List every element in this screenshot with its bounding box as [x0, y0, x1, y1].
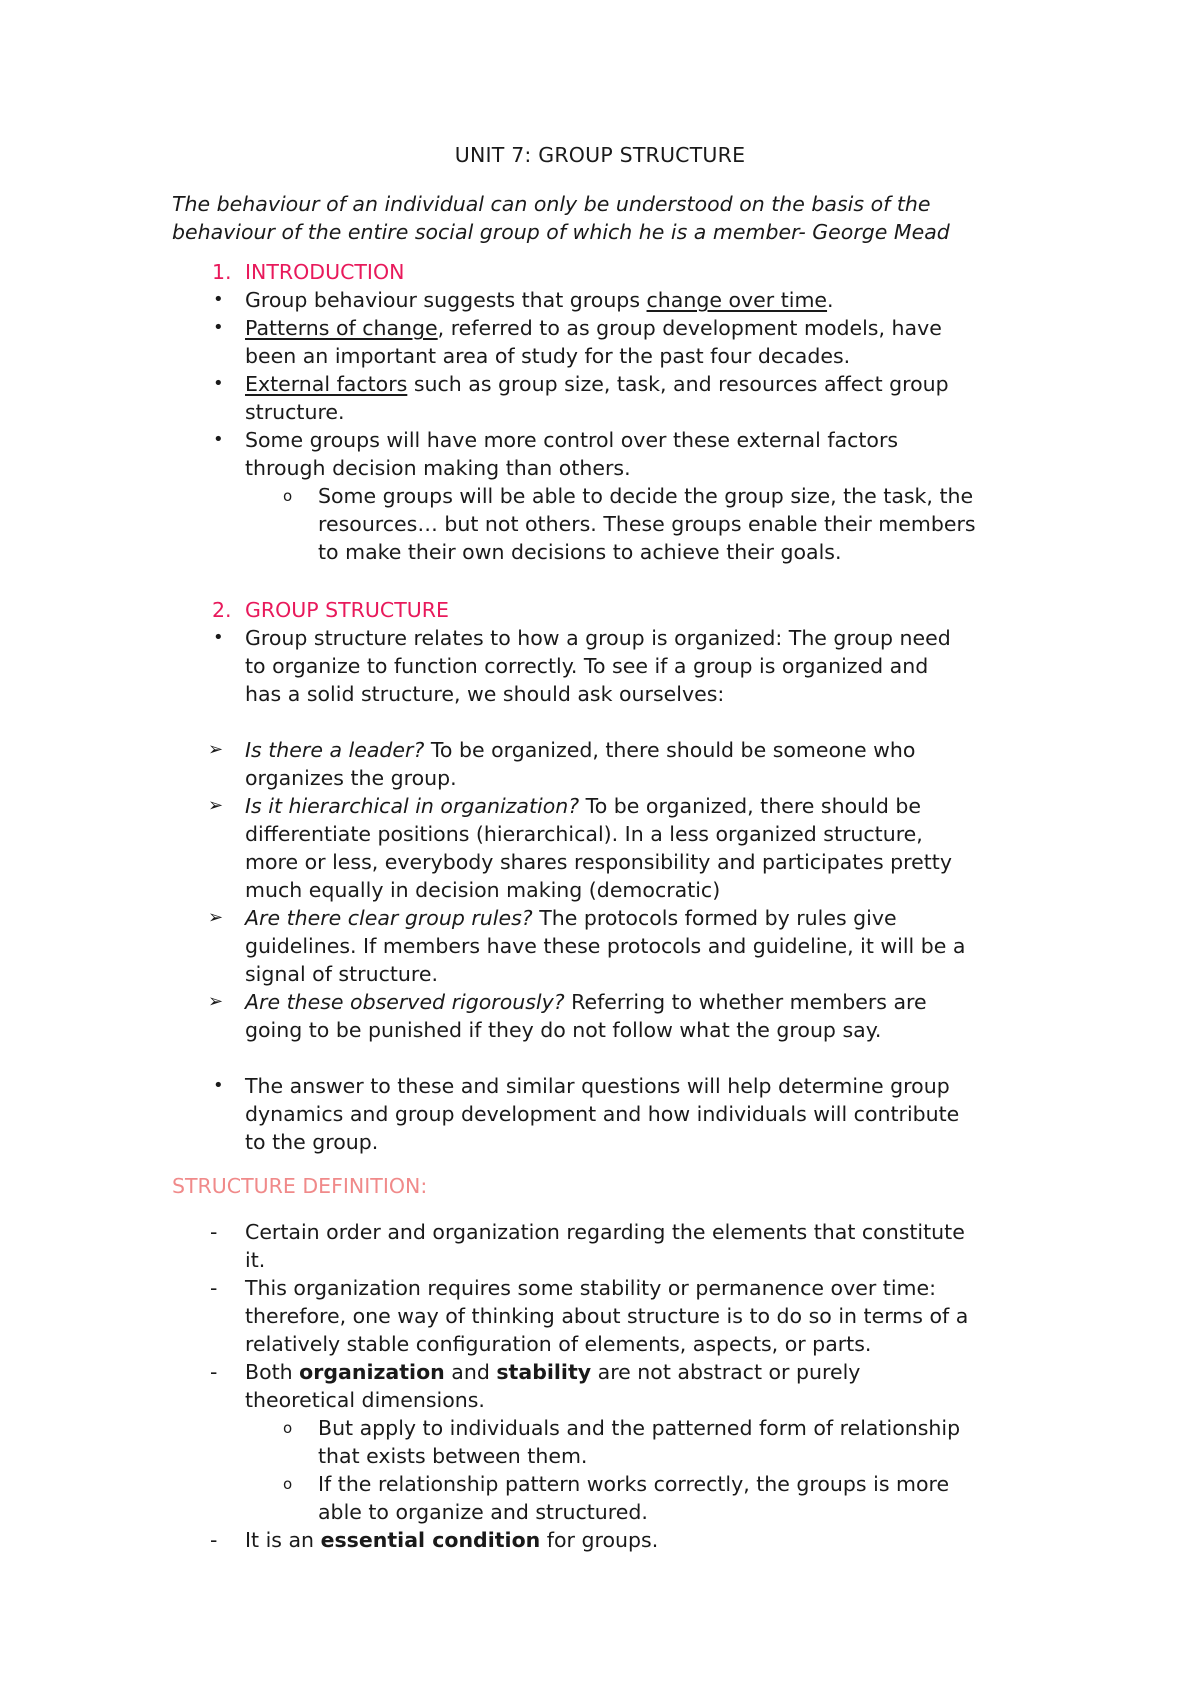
list-item: Group structure relates to how a group is organized: The group need: [245, 626, 951, 650]
text-run: , referred to as group development models, have: [437, 316, 942, 340]
list-item-continuation: through decision making than others.: [245, 456, 631, 480]
list-item: [245, 370, 949, 398]
definition-item-continuation: it.: [245, 1248, 266, 1272]
bullet-icon: •: [213, 627, 224, 648]
sub-list-item-continuation: resources… but not others. These groups enable their members: [318, 512, 976, 536]
definition-item: Certain order and organization regarding the elements that constitute: [245, 1220, 965, 1244]
sub-definition-item: But apply to individuals and the patterned form of relationship: [318, 1416, 961, 1440]
list-item: Some groups will have more control over these external factors: [245, 428, 899, 452]
italic-question: Is it hierarchical in organization?: [245, 794, 580, 818]
definition-item: This organization requires some stability or permanence over time:: [245, 1276, 937, 1300]
definition-item-continuation: therefore, one way of thinking about structure is to do so in terms of a: [245, 1304, 969, 1328]
italic-question: Are these observed rigorously?: [245, 990, 565, 1014]
question-item-continuation: much equally in decision making (democratic): [245, 878, 721, 902]
text-run: The protocols formed by rules give: [532, 906, 897, 930]
dash-bullet-icon: -: [210, 1528, 218, 1552]
list-item-continuation: has a solid structure, we should ask ourselves:: [245, 682, 725, 706]
section-number: 1.: [212, 260, 232, 284]
question-item: [245, 988, 927, 1016]
text-run: such as group size, task, and resources affect group: [407, 372, 949, 396]
text-run: Referring to whether members are: [564, 990, 927, 1014]
question-item: [245, 736, 915, 764]
underlined-term: change over time: [646, 288, 828, 312]
question-item-continuation: signal of structure.: [245, 962, 438, 986]
bullet-icon: •: [213, 429, 224, 450]
arrow-bullet-icon: ➢: [208, 739, 224, 760]
dash-bullet-icon: -: [210, 1360, 218, 1384]
underlined-term: Patterns of change: [245, 316, 438, 340]
bold-term: essential condition: [320, 1528, 541, 1552]
dash-bullet-icon: -: [210, 1220, 218, 1244]
sub-definition-item-continuation: able to organize and structured.: [318, 1500, 648, 1524]
question-item-continuation: differentiate positions (hierarchical). In a less organized structure,: [245, 822, 923, 846]
question-item-continuation: guidelines. If members have these protocols and guideline, it will be a: [245, 934, 966, 958]
section-heading: INTRODUCTION: [245, 260, 405, 284]
list-item-continuation: to organize to function correctly. To see if a group is organized and: [245, 654, 929, 678]
question-item: [245, 792, 921, 820]
arrow-bullet-icon: ➢: [208, 991, 224, 1012]
definition-item-continuation: theoretical dimensions.: [245, 1388, 485, 1412]
list-item-continuation: dynamics and group development and how individuals will contribute: [245, 1102, 960, 1126]
sub-list-item-continuation: to make their own decisions to achieve their goals.: [318, 540, 842, 564]
section-heading: GROUP STRUCTURE: [245, 598, 449, 622]
list-item: [245, 286, 834, 314]
text-run: Group behaviour suggests that groups: [245, 288, 647, 312]
epigraph-quote: [172, 190, 1052, 246]
sub-definition-item: If the relationship pattern works correctly, the groups is more: [318, 1472, 950, 1496]
text-run: Both: [245, 1360, 300, 1384]
question-item-continuation: more or less, everybody shares responsibility and participates pretty: [245, 850, 952, 874]
bold-term: organization: [299, 1360, 445, 1384]
epigraph-line: The behaviour of an individual can only be understood on the basis of the: [172, 192, 931, 216]
text-run: It is an: [245, 1528, 321, 1552]
bold-term: stability: [496, 1360, 592, 1384]
sub-bullet-icon: o: [283, 1475, 293, 1493]
epigraph-line: behaviour of the entire social group of which he is a member- George Mead: [172, 220, 950, 244]
text-run: and: [444, 1360, 497, 1384]
bullet-icon: •: [213, 317, 224, 338]
question-item-continuation: going to be punished if they do not follow what the group say.: [245, 1018, 882, 1042]
bullet-icon: •: [213, 373, 224, 394]
list-item-continuation: been an important area of study for the past four decades.: [245, 344, 851, 368]
definition-heading: STRUCTURE DEFINITION:: [172, 1174, 428, 1198]
bullet-icon: •: [213, 1075, 224, 1096]
italic-question: Are there clear group rules?: [245, 906, 533, 930]
sub-definition-item-continuation: that exists between them.: [318, 1444, 588, 1468]
list-item-continuation: structure.: [245, 400, 345, 424]
question-item-continuation: organizes the group.: [245, 766, 457, 790]
text-run: To be organized, there should be: [579, 794, 921, 818]
arrow-bullet-icon: ➢: [208, 907, 224, 928]
definition-item: [245, 1358, 860, 1386]
sub-bullet-icon: o: [283, 1419, 293, 1437]
italic-question: Is there a leader?: [245, 738, 425, 762]
bullet-icon: •: [213, 289, 224, 310]
sub-bullet-icon: o: [283, 487, 293, 505]
text-run: .: [827, 288, 834, 312]
sub-list-item: Some groups will be able to decide the group size, the task, the: [318, 484, 974, 508]
underlined-term: External factors: [245, 372, 408, 396]
definition-item-continuation: relatively stable configuration of elements, aspects, or parts.: [245, 1332, 872, 1356]
list-item: [245, 314, 942, 342]
question-item: [245, 904, 897, 932]
text-run: for groups.: [540, 1528, 659, 1552]
arrow-bullet-icon: ➢: [208, 795, 224, 816]
section-number: 2.: [212, 598, 232, 622]
text-run: To be organized, there should be someone who: [424, 738, 916, 762]
definition-item: [245, 1526, 658, 1554]
dash-bullet-icon: -: [210, 1276, 218, 1300]
list-item-continuation: to the group.: [245, 1130, 379, 1154]
page-title: UNIT 7: GROUP STRUCTURE: [454, 143, 746, 167]
text-run: are not abstract or purely: [591, 1360, 861, 1384]
list-item: The answer to these and similar questions will help determine group: [245, 1074, 950, 1098]
